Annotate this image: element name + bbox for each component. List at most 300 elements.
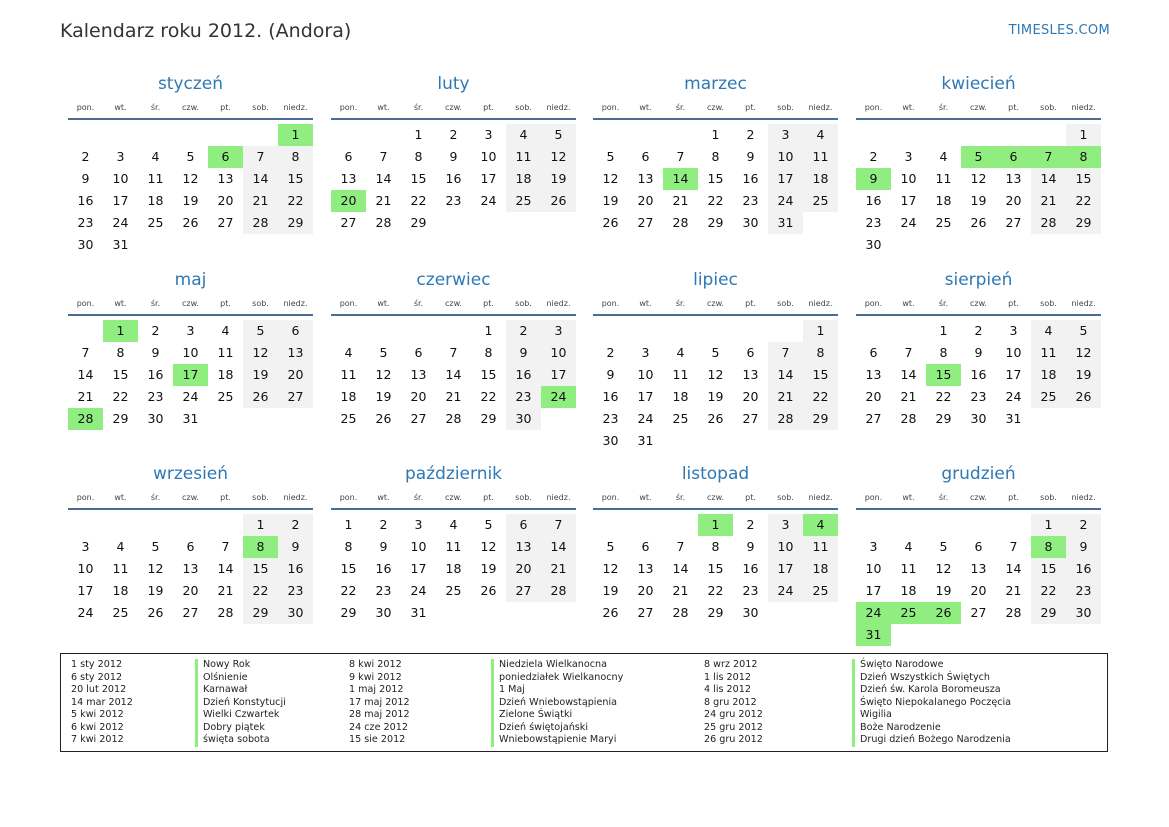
day-cell: 8 xyxy=(484,345,493,360)
month-5 xyxy=(68,268,313,430)
weekday-label: pt. xyxy=(1008,298,1019,308)
day-cell: 9 xyxy=(449,149,458,164)
day-cell: 26 xyxy=(602,215,619,230)
day-cell: 16 xyxy=(445,171,462,186)
day-cell: 13 xyxy=(637,561,654,576)
day-cell: 1 xyxy=(414,127,423,142)
day-cell: 9 xyxy=(1066,536,1101,558)
day-cell: 2 xyxy=(869,149,878,164)
month-name: marzec xyxy=(684,74,747,94)
day-cell: 18 xyxy=(900,583,917,598)
weekday-label: wt. xyxy=(114,492,127,502)
holiday-day: 25 xyxy=(891,602,926,624)
day-cell: 22 xyxy=(278,190,313,212)
day-cell: 22 xyxy=(480,389,497,404)
day-cell: 7 xyxy=(243,146,278,168)
day-cell: 17 xyxy=(77,583,94,598)
day-cell: 14 xyxy=(1005,561,1022,576)
weekday-label: pon. xyxy=(339,298,358,308)
day-cell: 18 xyxy=(147,193,164,208)
month-name: lipiec xyxy=(693,270,738,290)
weekday-label: wt. xyxy=(902,492,915,502)
weekday-label: niedz. xyxy=(1071,492,1096,502)
legend-holiday-name: Święto Niepokalanego Poczęcia xyxy=(852,697,1011,710)
day-cell: 5 xyxy=(606,539,615,554)
day-cell: 15 xyxy=(112,367,129,382)
day-cell: 7 xyxy=(81,345,90,360)
day-cell: 24 xyxy=(480,193,497,208)
day-cell: 18 xyxy=(803,168,838,190)
holiday-day: 24 xyxy=(856,602,891,624)
weekday-label: wt. xyxy=(377,102,390,112)
day-cell: 19 xyxy=(480,561,497,576)
day-cell: 8 xyxy=(711,149,720,164)
day-cell: 15 xyxy=(1031,558,1066,580)
empty-cell xyxy=(961,514,996,536)
day-cell: 6 xyxy=(344,149,353,164)
day-cell: 10 xyxy=(768,146,803,168)
day-cell: 22 xyxy=(410,193,427,208)
day-cell: 5 xyxy=(541,124,576,146)
day-cell: 13 xyxy=(278,342,313,364)
empty-cell xyxy=(331,124,366,146)
day-cell: 21 xyxy=(1005,583,1022,598)
day-cell: 19 xyxy=(707,389,724,404)
day-cell: 2 xyxy=(81,149,90,164)
day-cell: 27 xyxy=(1005,215,1022,230)
empty-cell xyxy=(891,514,926,536)
empty-cell xyxy=(366,320,401,342)
empty-cell xyxy=(926,514,961,536)
weekday-label: pt. xyxy=(220,298,231,308)
day-cell: 21 xyxy=(541,558,576,580)
day-cell: 22 xyxy=(112,389,129,404)
weekday-header xyxy=(856,486,1101,510)
legend-holiday-name: Drugi dzień Bożego Narodzenia xyxy=(852,734,1011,747)
day-cell: 4 xyxy=(676,345,685,360)
day-cell: 27 xyxy=(506,580,541,602)
day-cell: 1 xyxy=(711,127,720,142)
weekday-label: śr. xyxy=(675,102,686,112)
day-cell: 5 xyxy=(711,345,720,360)
holiday-day: 20 xyxy=(331,190,366,212)
day-cell: 24 xyxy=(77,605,94,620)
month-12 xyxy=(856,462,1101,646)
day-cell: 27 xyxy=(637,215,654,230)
day-cell: 24 xyxy=(410,583,427,598)
day-cell: 21 xyxy=(1031,190,1066,212)
legend-holiday-name: Dobry piątek xyxy=(195,722,286,735)
day-cell: 7 xyxy=(449,345,458,360)
day-cell: 30 xyxy=(506,408,541,430)
month-name: maj xyxy=(174,270,207,290)
day-cell: 17 xyxy=(112,193,129,208)
day-cell: 10 xyxy=(182,345,199,360)
legend-holiday-name: Dzień Wszystkich Świętych xyxy=(852,672,1011,685)
day-cell: 23 xyxy=(742,583,759,598)
holiday-day: 26 xyxy=(926,602,961,624)
day-cell: 29 xyxy=(112,411,129,426)
day-cell: 21 xyxy=(217,583,234,598)
weekday-label: niedz. xyxy=(283,102,308,112)
empty-cell xyxy=(68,514,103,536)
day-cell: 10 xyxy=(480,149,497,164)
holiday-day: 1 xyxy=(278,124,313,146)
day-cell: 4 xyxy=(151,149,160,164)
day-cell: 30 xyxy=(375,605,392,620)
day-cell: 1 xyxy=(1066,124,1101,146)
legend-holiday-name: Boże Narodzenie xyxy=(852,722,1011,735)
day-cell: 19 xyxy=(970,193,987,208)
day-cell: 29 xyxy=(1031,602,1066,624)
empty-cell xyxy=(628,320,663,342)
empty-cell xyxy=(593,124,628,146)
day-cell: 3 xyxy=(768,124,803,146)
day-cell: 23 xyxy=(742,193,759,208)
holiday-day: 8 xyxy=(1031,536,1066,558)
empty-cell xyxy=(173,124,208,146)
day-cell: 18 xyxy=(935,193,952,208)
weekday-label: czw. xyxy=(182,492,199,502)
day-cell: 30 xyxy=(147,411,164,426)
day-cell: 12 xyxy=(970,171,987,186)
day-cell: 11 xyxy=(506,146,541,168)
empty-cell xyxy=(103,124,138,146)
month-3 xyxy=(593,72,838,234)
day-cell: 28 xyxy=(1005,605,1022,620)
day-cell: 18 xyxy=(217,367,234,382)
day-cell: 13 xyxy=(182,561,199,576)
empty-cell xyxy=(208,514,243,536)
legend-holiday-name: święta sobota xyxy=(195,734,286,747)
day-cell: 20 xyxy=(278,364,313,386)
day-cell: 19 xyxy=(541,168,576,190)
empty-cell xyxy=(961,124,996,146)
day-cell: 14 xyxy=(541,536,576,558)
weekday-header xyxy=(331,96,576,120)
day-cell: 15 xyxy=(1066,168,1101,190)
day-cell: 15 xyxy=(707,561,724,576)
legend-date: 17 maj 2012 xyxy=(349,696,410,708)
day-cell: 13 xyxy=(340,171,357,186)
weekday-label: śr. xyxy=(938,102,949,112)
day-cell: 18 xyxy=(445,561,462,576)
day-cell: 24 xyxy=(112,215,129,230)
day-cell: 27 xyxy=(742,411,759,426)
weekday-label: sob. xyxy=(515,102,532,112)
day-cell: 18 xyxy=(506,168,541,190)
day-cell: 20 xyxy=(1005,193,1022,208)
day-cell: 14 xyxy=(217,561,234,576)
day-cell: 10 xyxy=(410,539,427,554)
empty-cell xyxy=(856,320,891,342)
day-cell: 11 xyxy=(900,561,917,576)
day-cell: 28 xyxy=(541,580,576,602)
day-cell: 26 xyxy=(480,583,497,598)
day-cell: 31 xyxy=(637,433,654,448)
weekday-label: czw. xyxy=(707,298,724,308)
month-name: czerwiec xyxy=(416,270,491,290)
weekday-label: czw. xyxy=(707,492,724,502)
empty-cell xyxy=(68,320,103,342)
day-cell: 12 xyxy=(243,342,278,364)
holiday-day: 9 xyxy=(856,168,891,190)
empty-cell xyxy=(856,514,891,536)
day-cell: 7 xyxy=(676,539,685,554)
weekday-label: pt. xyxy=(1008,492,1019,502)
weekday-label: pt. xyxy=(483,492,494,502)
weekday-label: sob. xyxy=(1040,102,1057,112)
day-cell: 15 xyxy=(340,561,357,576)
holiday-day: 6 xyxy=(208,146,243,168)
day-cell: 30 xyxy=(742,215,759,230)
day-cell: 24 xyxy=(637,411,654,426)
weekday-label: śr. xyxy=(938,492,949,502)
day-cell: 29 xyxy=(340,605,357,620)
month-name: luty xyxy=(437,74,470,94)
day-cell: 14 xyxy=(900,367,917,382)
day-cell: 14 xyxy=(672,561,689,576)
day-cell: 27 xyxy=(217,215,234,230)
day-cell: 28 xyxy=(900,411,917,426)
day-cell: 3 xyxy=(414,517,423,532)
day-cell: 30 xyxy=(742,605,759,620)
day-cell: 25 xyxy=(506,190,541,212)
day-cell: 31 xyxy=(1005,411,1022,426)
empty-cell xyxy=(891,320,926,342)
empty-cell xyxy=(663,514,698,536)
weekday-label: sob. xyxy=(777,102,794,112)
day-cell: 30 xyxy=(970,411,987,426)
day-cell: 21 xyxy=(900,389,917,404)
day-cell: 16 xyxy=(742,171,759,186)
weekday-label: niedz. xyxy=(1071,298,1096,308)
empty-cell xyxy=(138,514,173,536)
legend-holiday-name: Dzień Konstytucji xyxy=(195,697,286,710)
legend-date: 8 kwi 2012 xyxy=(349,659,402,670)
empty-cell xyxy=(68,124,103,146)
holiday-day: 6 xyxy=(996,146,1031,168)
day-cell: 2 xyxy=(1066,514,1101,536)
empty-cell xyxy=(891,124,926,146)
day-cell: 22 xyxy=(1066,190,1101,212)
day-cell: 27 xyxy=(865,411,882,426)
day-cell: 29 xyxy=(480,411,497,426)
day-cell: 11 xyxy=(935,171,952,186)
weekday-header xyxy=(856,292,1101,316)
day-cell: 19 xyxy=(243,364,278,386)
day-grid xyxy=(68,514,313,624)
day-cell: 28 xyxy=(672,605,689,620)
legend-holiday-name: Święto Narodowe xyxy=(852,659,1011,672)
day-cell: 21 xyxy=(77,389,94,404)
month-11 xyxy=(593,462,838,624)
day-cell: 17 xyxy=(480,171,497,186)
weekday-label: śr. xyxy=(150,298,161,308)
day-cell: 19 xyxy=(375,389,392,404)
legend-holiday-name: Wigilia xyxy=(852,709,1011,722)
day-cell: 25 xyxy=(935,215,952,230)
weekday-label: śr. xyxy=(938,298,949,308)
day-cell: 20 xyxy=(742,389,759,404)
day-cell: 23 xyxy=(147,389,164,404)
weekday-label: wt. xyxy=(902,102,915,112)
day-grid xyxy=(856,514,1101,646)
day-cell: 14 xyxy=(1031,168,1066,190)
day-cell: 17 xyxy=(900,193,917,208)
day-cell: 26 xyxy=(707,411,724,426)
day-cell: 24 xyxy=(182,389,199,404)
day-cell: 13 xyxy=(865,367,882,382)
day-cell: 20 xyxy=(410,389,427,404)
day-cell: 29 xyxy=(707,605,724,620)
day-cell: 25 xyxy=(445,583,462,598)
day-cell: 28 xyxy=(672,215,689,230)
day-cell: 3 xyxy=(1009,323,1018,338)
day-cell: 9 xyxy=(278,536,313,558)
day-cell: 28 xyxy=(1031,212,1066,234)
legend-holiday-name: Dzień Wniebowstąpienia xyxy=(491,697,623,710)
day-cell: 2 xyxy=(506,320,541,342)
day-cell: 4 xyxy=(116,539,125,554)
day-cell: 4 xyxy=(344,345,353,360)
day-grid xyxy=(331,320,576,430)
day-grid xyxy=(331,514,576,624)
brand-link[interactable]: TIMESLES.COM xyxy=(1008,23,1110,38)
month-name: listopad xyxy=(681,464,750,484)
day-cell: 19 xyxy=(147,583,164,598)
month-8 xyxy=(856,268,1101,430)
day-cell: 31 xyxy=(410,605,427,620)
weekday-label: sob. xyxy=(252,102,269,112)
day-cell: 11 xyxy=(1031,342,1066,364)
day-cell: 30 xyxy=(278,602,313,624)
day-cell: 17 xyxy=(1005,367,1022,382)
day-cell: 11 xyxy=(112,561,129,576)
weekday-label: wt. xyxy=(377,492,390,502)
weekday-label: wt. xyxy=(639,298,652,308)
day-cell: 19 xyxy=(602,193,619,208)
legend-dates-col xyxy=(349,659,410,747)
day-cell: 14 xyxy=(445,367,462,382)
weekday-label: śr. xyxy=(675,492,686,502)
weekday-header xyxy=(68,96,313,120)
weekday-label: czw. xyxy=(445,102,462,112)
empty-cell xyxy=(856,124,891,146)
weekday-label: pt. xyxy=(220,102,231,112)
day-cell: 28 xyxy=(375,215,392,230)
day-cell: 13 xyxy=(637,171,654,186)
day-cell: 10 xyxy=(77,561,94,576)
day-cell: 2 xyxy=(151,323,160,338)
day-grid xyxy=(331,124,576,234)
holiday-day: 4 xyxy=(803,514,838,536)
weekday-label: sob. xyxy=(515,492,532,502)
weekday-header xyxy=(593,486,838,510)
weekday-header xyxy=(68,486,313,510)
holiday-day: 28 xyxy=(68,408,103,430)
day-cell: 19 xyxy=(935,583,952,598)
day-cell: 30 xyxy=(1066,602,1101,624)
weekday-label: wt. xyxy=(639,102,652,112)
day-cell: 10 xyxy=(900,171,917,186)
legend-date: 25 gru 2012 xyxy=(704,721,763,733)
day-cell: 21 xyxy=(375,193,392,208)
day-cell: 16 xyxy=(506,364,541,386)
day-cell: 9 xyxy=(379,539,388,554)
day-cell: 22 xyxy=(1031,580,1066,602)
day-cell: 5 xyxy=(939,539,948,554)
weekday-label: pon. xyxy=(339,102,358,112)
day-cell: 28 xyxy=(445,411,462,426)
weekday-label: śr. xyxy=(150,492,161,502)
day-cell: 23 xyxy=(602,411,619,426)
day-cell: 8 xyxy=(344,539,353,554)
day-cell: 6 xyxy=(186,539,195,554)
weekday-label: sob. xyxy=(777,492,794,502)
day-cell: 25 xyxy=(217,389,234,404)
day-cell: 16 xyxy=(970,367,987,382)
weekday-label: pon. xyxy=(601,492,620,502)
day-cell: 30 xyxy=(77,237,94,252)
day-cell: 15 xyxy=(278,168,313,190)
weekday-label: sob. xyxy=(252,298,269,308)
day-cell: 7 xyxy=(1009,539,1018,554)
legend-dates-col xyxy=(71,659,133,747)
page-title: Kalendarz roku 2012. (Andora) xyxy=(60,20,352,42)
weekday-label: sob. xyxy=(515,298,532,308)
day-cell: 26 xyxy=(243,386,278,408)
day-cell: 30 xyxy=(865,237,882,252)
day-cell: 3 xyxy=(81,539,90,554)
day-cell: 29 xyxy=(707,215,724,230)
day-cell: 10 xyxy=(637,367,654,382)
legend-date: 1 lis 2012 xyxy=(704,671,751,683)
legend-holiday-name: poniedziałek Wielkanocny xyxy=(491,672,623,685)
holiday-day: 1 xyxy=(103,320,138,342)
weekday-label: wt. xyxy=(114,102,127,112)
legend-holiday-name: Niedziela Wielkanocna xyxy=(491,659,623,672)
day-cell: 12 xyxy=(935,561,952,576)
day-cell: 20 xyxy=(217,193,234,208)
day-cell: 3 xyxy=(869,539,878,554)
day-cell: 3 xyxy=(768,514,803,536)
day-cell: 8 xyxy=(414,149,423,164)
day-grid xyxy=(68,320,313,430)
month-6 xyxy=(331,268,576,430)
day-cell: 17 xyxy=(865,583,882,598)
day-cell: 4 xyxy=(221,323,230,338)
holiday-day: 31 xyxy=(856,624,891,646)
day-cell: 22 xyxy=(707,583,724,598)
day-cell: 11 xyxy=(672,367,689,382)
legend-date: 4 lis 2012 xyxy=(704,684,751,695)
empty-cell xyxy=(331,320,366,342)
day-cell: 23 xyxy=(278,580,313,602)
day-cell: 3 xyxy=(541,320,576,342)
weekday-label: pon. xyxy=(76,298,95,308)
day-cell: 23 xyxy=(77,215,94,230)
day-cell: 11 xyxy=(803,146,838,168)
weekday-label: niedz. xyxy=(283,492,308,502)
day-cell: 10 xyxy=(865,561,882,576)
day-cell: 27 xyxy=(340,215,357,230)
legend-date: 24 cze 2012 xyxy=(349,721,408,733)
month-2 xyxy=(331,72,576,234)
weekday-label: sob. xyxy=(1040,298,1057,308)
empty-cell xyxy=(768,320,803,342)
weekday-label: pt. xyxy=(483,102,494,112)
